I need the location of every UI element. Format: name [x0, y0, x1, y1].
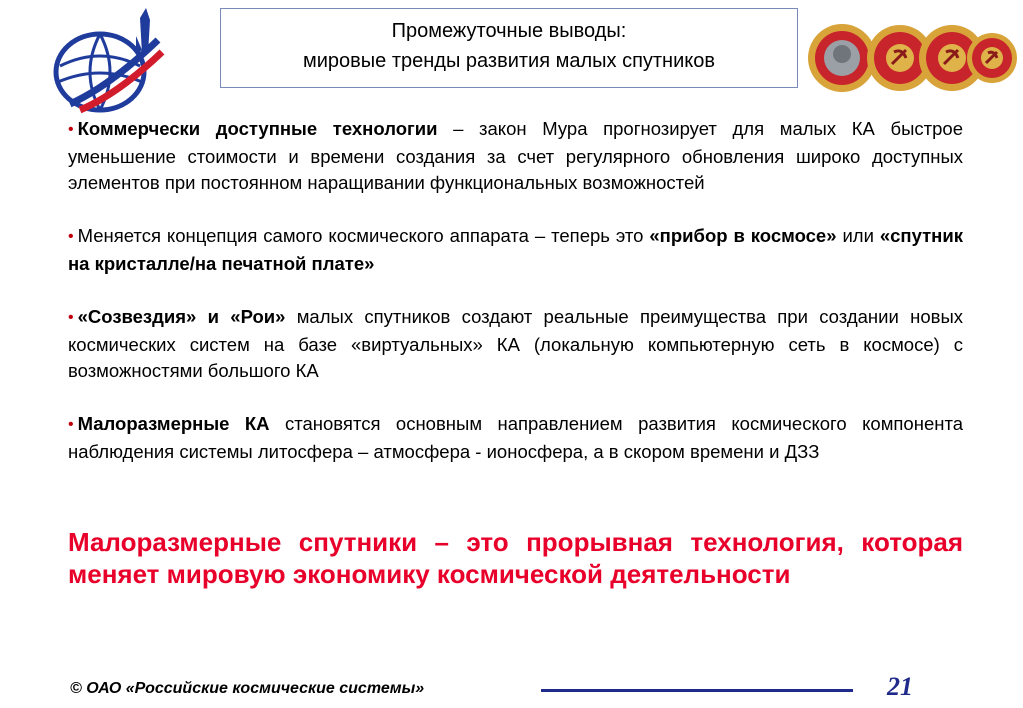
footer-divider [541, 689, 853, 692]
order-medal-4 [967, 33, 1017, 83]
conclusion-text: Малоразмерные спутники – это прорывная технология, которая меняет мировую экономику космической деятельности [68, 527, 963, 589]
bullet-text: малых спутников создают реальные преимущества при создании новых космических систем на базе «виртуальных» КА (локальную компьютерную сеть в космосе) с возможностями большого КА [68, 306, 963, 381]
company-logo [40, 6, 180, 118]
order-lenin-medal [808, 24, 876, 92]
bullet-icon: • [68, 309, 74, 326]
bullet-icon: • [68, 121, 74, 138]
bullet-highlight: «прибор в космосе» [649, 225, 837, 246]
footer-copyright: © ОАО «Российские космические системы» [70, 680, 425, 697]
bullet-item [68, 411, 963, 465]
bullet-heading: «Созвездия» и «Рои» [77, 306, 286, 327]
bullet-icon: • [68, 416, 74, 433]
slide-body [68, 116, 963, 492]
bullet-text: – закон Мура прогнозирует для малых КА быстрое уменьшение стоимости и времени создания за счет регулярного обновления широко доступных элементов при постоянном наращивании функциональных возможностей [68, 118, 963, 193]
bullet-heading: Коммерчески доступные технологии [77, 118, 438, 139]
bullet-text: становятся основным направлением развития космического компонента наблюдения системы литосфера – атмосфера - ионосфера, а в скором времени и ДЗЗ [68, 413, 964, 462]
bullet-heading: Малоразмерные КА [77, 413, 270, 434]
bullet-highlight: «спутник на кристалле/на печатной плате» [68, 225, 963, 274]
lenin-orders-image [806, 12, 1018, 104]
page-number: 21 [887, 672, 913, 701]
title-line-1: Промежуточные выводы: [391, 20, 627, 42]
bullet-item [68, 304, 963, 384]
bullet-icon: • [68, 228, 74, 245]
title-line-2: мировые тренды развития малых спутников [302, 50, 715, 72]
bullet-text: или [836, 225, 880, 246]
bullet-item [68, 223, 963, 277]
slide-title [220, 8, 798, 88]
bullet-item [68, 116, 963, 196]
bullet-text: Меняется концепция самого космического аппарата – теперь это [77, 225, 650, 246]
